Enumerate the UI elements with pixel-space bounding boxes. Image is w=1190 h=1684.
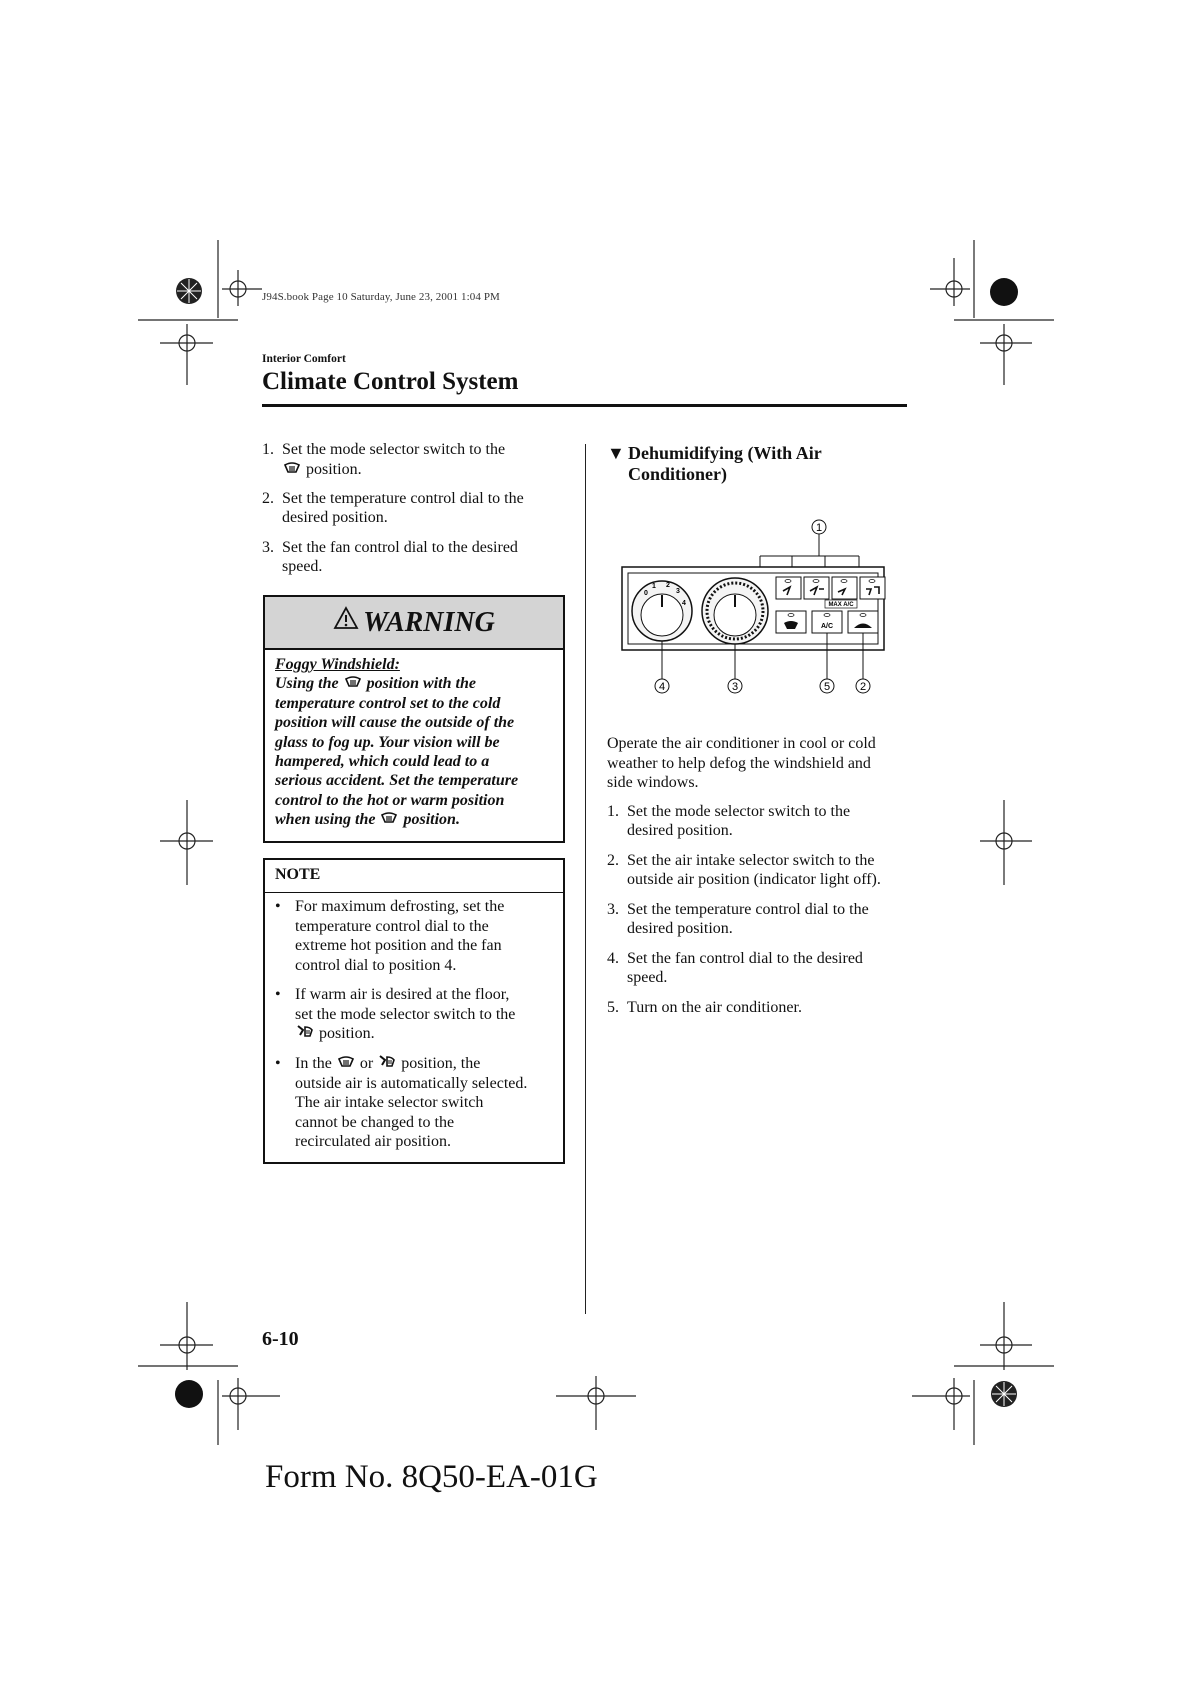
heading-line: Dehumidifying (With Air [628,443,822,463]
bullet-line: outside air is automatically selected. [295,1074,528,1092]
fan-control-dial [632,581,692,641]
step-number: 2. [607,852,619,869]
warning-line: glass to fog up. Your vision will be [275,733,500,751]
floor-defrost-icon [377,1054,397,1074]
bullet-text-part: position, the [401,1055,481,1072]
step-number: 2. [262,490,274,507]
left-step-3 [262,538,572,578]
fan-label-2: 2 [666,582,670,589]
bullet-line [295,1054,557,1074]
bullet-dot: • [275,1055,281,1072]
paragraph-line: weather to help defog the windshield and [607,754,871,772]
bullet-line: The air intake selector switch [295,1094,484,1111]
step-text: Set the air intake selector switch to the [627,852,875,869]
bullet-line: cannot be changed to the [295,1113,455,1131]
defroster-icon [336,1054,356,1074]
left-step-1 [262,440,572,480]
step-text: Set the fan control dial to the desired [627,950,863,967]
warning-line: temperature control set to the cold [275,694,501,712]
step-text: Set the mode selector switch to the [627,803,851,820]
step-text: Set the temperature control dial to the [627,901,869,918]
bullet-text-part: or [359,1055,374,1072]
step-text-line2 [282,460,362,480]
step-number: 3. [262,539,274,556]
step-text-line2: outside air position (indicator light off). [627,871,881,888]
callout-label-3: 3 [731,681,739,693]
climate-panel-figure [620,515,900,710]
right-step-1 [607,802,907,842]
step-number: 3. [607,901,619,918]
mode-button-floor-defrost[interactable] [860,577,885,599]
callout-label-2: 2 [859,681,867,693]
step-number: 1. [607,803,619,820]
bullet-dot: • [275,898,281,915]
step-text: Turn on the air conditioner. [627,999,802,1016]
right-step-2 [607,851,907,891]
step-text-line2: speed. [627,969,668,986]
step-text-suffix: position. [306,461,362,478]
step-text-line2: desired position. [627,920,733,937]
mode-button-floor[interactable] [832,577,857,599]
bullet-line: For maximum defrosting, set the [295,898,505,915]
fan-label-3: 3 [676,588,680,595]
step-number: 5. [607,999,619,1016]
right-step-5 [607,998,907,1020]
note-title: NOTE [275,866,321,883]
callout-label-5: 5 [823,681,831,693]
section-label: Interior Comfort [262,353,346,365]
warning-header [265,597,563,650]
defroster-icon [343,674,363,693]
warning-text: when using the [275,811,376,829]
fan-label-0: 0 [644,590,648,597]
warning-line [275,810,557,829]
air-intake-button[interactable] [848,611,878,633]
page-title: Climate Control System [262,368,519,395]
step-text-line2: desired position. [282,509,388,526]
paragraph-line: side windows. [607,774,699,791]
warning-text: position. [403,811,460,829]
bullet-line: temperature control dial to the [295,917,489,935]
heading-text [628,443,888,485]
bullet-line: extreme hot position and the fan [295,937,502,954]
right-step-3 [607,900,907,940]
bullet-text-suffix: position. [319,1025,375,1042]
bullet-dot: • [275,986,281,1003]
warning-line: position will cause the outside of the [275,714,515,732]
step-text: Set the temperature control dial to the [282,490,524,507]
warning-text: Using the [275,675,339,693]
left-step-2 [262,489,572,529]
form-number: Form No. 8Q50-EA-01G [265,1459,598,1495]
callout-label-4: 4 [658,681,666,693]
warning-subtitle: Foggy Windshield: [275,656,400,673]
step-number: 4. [607,950,619,967]
note-box [263,858,565,1164]
bullet-text [295,1054,557,1152]
step-text-line2: speed. [282,558,323,575]
warning-line [275,674,557,693]
callout-label-1: 1 [815,522,823,534]
warning-line: hampered, which could lead to a [275,753,490,771]
paragraph-line: Operate the air conditioner in cool or cold [607,735,876,752]
ac-button-label: A/C [820,623,834,630]
warning-title-text: WARNING [363,607,495,638]
max-ac-label: MAX A/C [828,602,854,608]
bullet-line: control dial to position 4. [295,956,457,974]
bullet-line: If warm air is desired at the floor, [295,986,510,1003]
warning-body [275,655,557,830]
step-text-line2: desired position. [627,822,733,839]
fan-label-1: 1 [652,583,656,590]
warning-line: serious accident. Set the temperature [275,772,519,790]
column-divider [585,444,586,1314]
bullet-line [295,1024,557,1044]
defroster-icon [379,810,399,829]
intro-paragraph [607,734,907,793]
warning-triangle-icon [333,596,359,647]
step-text: Set the fan control dial to the desired [282,539,518,556]
bullet-text [295,985,557,1044]
registration-mark-icon [176,278,202,304]
bullet-line: recirculated air position. [295,1133,451,1150]
bullet-text-part: In the [295,1055,332,1072]
title-rule [262,404,907,407]
defroster-icon [282,460,302,480]
floor-defrost-icon [295,1024,315,1044]
print-file-info: J94S.book Page 10 Saturday, June 23, 2001 1:04 PM [262,291,500,303]
bullet-line: set the mode selector switch to the [295,1005,516,1023]
page-number: 6-10 [262,1328,299,1350]
fan-label-4: 4 [682,600,686,607]
step-number: 1. [262,441,274,458]
warning-box [263,595,565,843]
temperature-control-dial [702,578,768,644]
heading-line: Conditioner) [628,464,727,484]
warning-text: position with the [366,675,476,693]
heading-triangle-icon: ▼ [607,443,625,463]
right-step-4 [607,949,907,989]
bullet-text [295,897,557,975]
warning-line: control to the hot or warm position [275,791,505,809]
step-text: Set the mode selector switch to the [282,441,506,458]
warning-title [333,607,495,638]
note-header [265,860,563,893]
